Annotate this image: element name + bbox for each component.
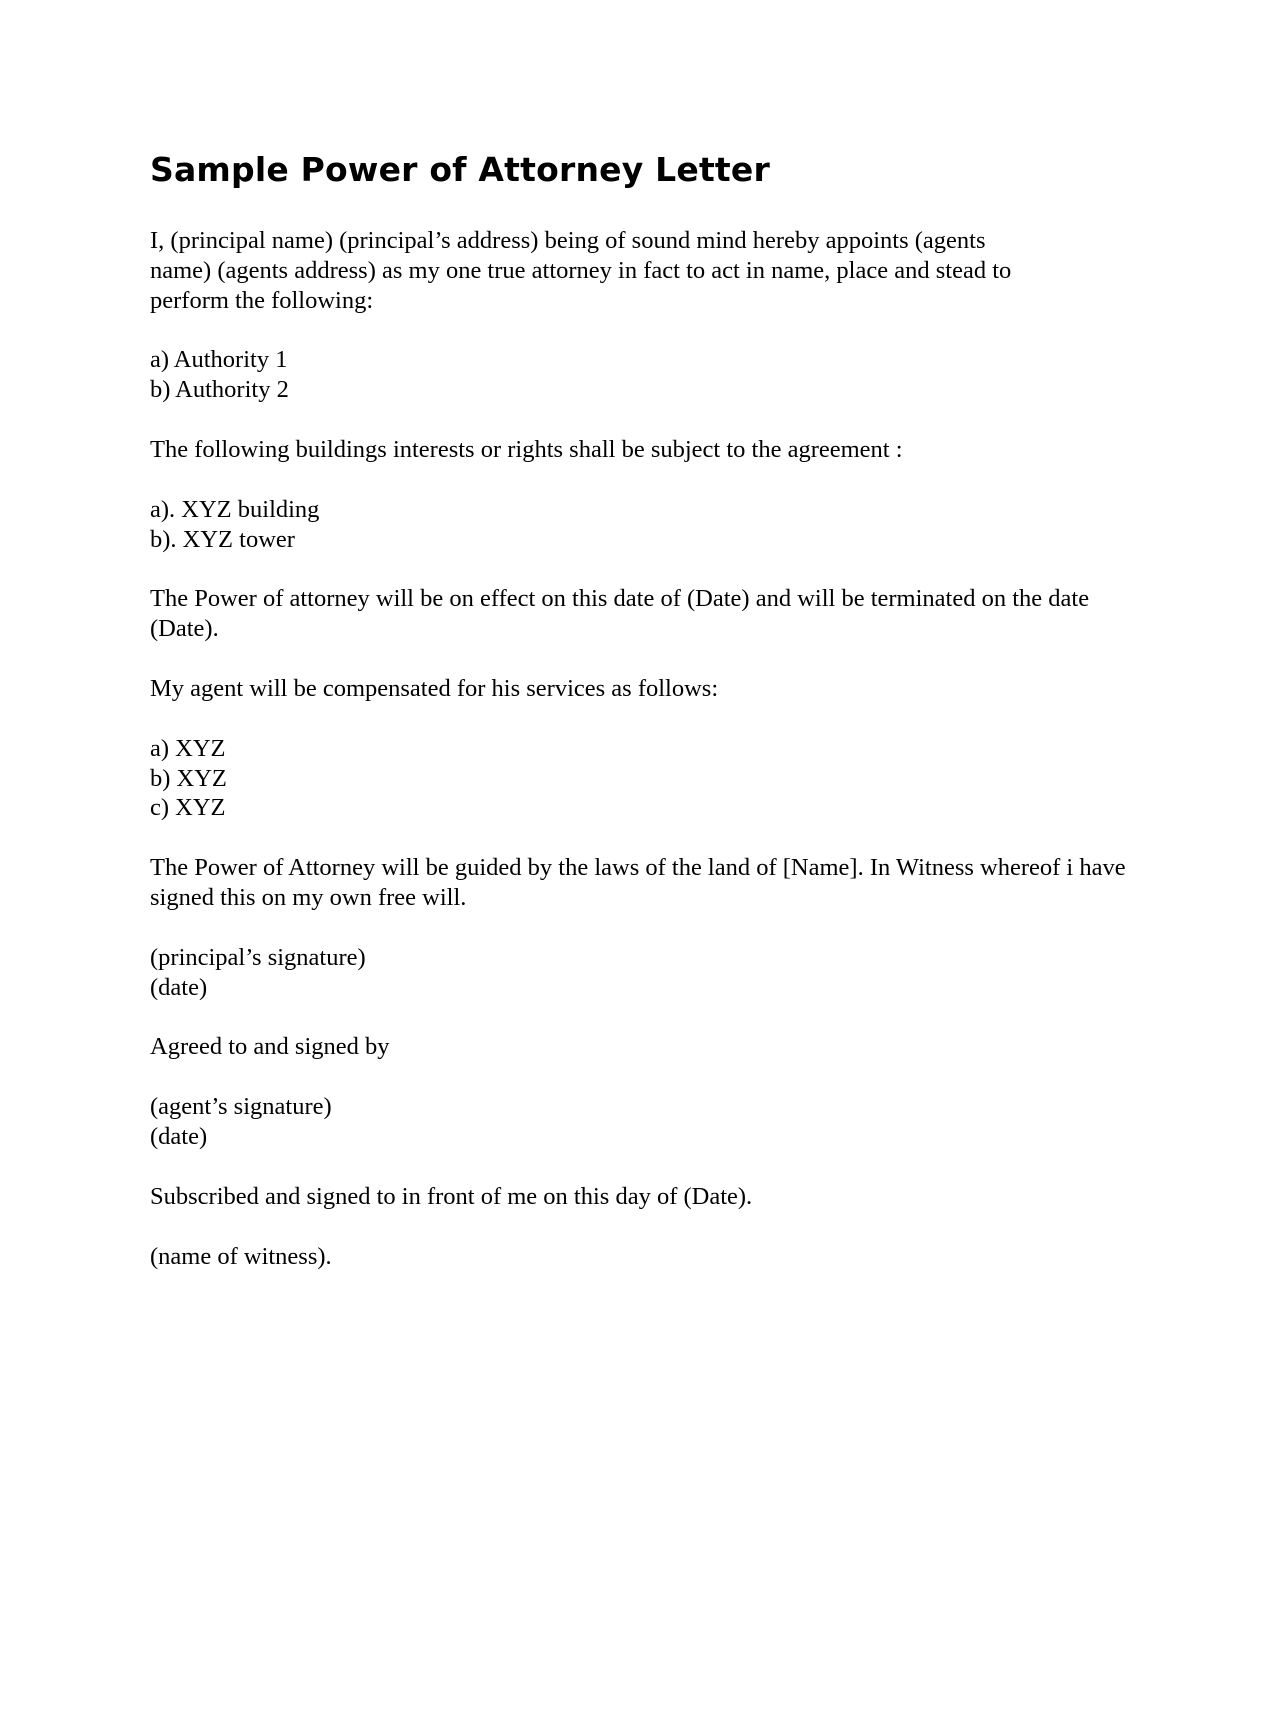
- principal-signature-block: [150, 943, 1140, 1003]
- compensation-list: [150, 734, 1140, 823]
- governing-law-paragraph: The Power of Attorney will be guided by the laws of the land of [Name]. In Witness whereof i have signed this on my own free will.: [150, 854, 1126, 911]
- subscribed-line: Subscribed and signed to in front of me on this day of (Date).: [150, 1182, 753, 1210]
- list-item: b). XYZ tower: [150, 525, 295, 553]
- effect-date-paragraph: The Power of attorney will be on effect on this date of (Date) and will be terminated on the date (Date).: [150, 585, 1090, 643]
- list-item: c) XYZ: [150, 794, 226, 822]
- agent-date: (date): [150, 1122, 208, 1150]
- witness-line: (name of witness).: [150, 1242, 332, 1270]
- agent-signature: (agent’s signature): [150, 1093, 332, 1121]
- buildings-list: [150, 495, 1140, 555]
- buildings-intro: The following buildings interests or rights shall be subject to the agreement :: [150, 435, 903, 463]
- list-item: a). XYZ building: [150, 495, 320, 523]
- agreed-line: Agreed to and signed by: [150, 1033, 390, 1061]
- list-item: a) XYZ: [150, 734, 226, 762]
- agent-signature-block: [150, 1092, 1140, 1152]
- principal-date: (date): [150, 973, 208, 1001]
- principal-signature: (principal’s signature): [150, 943, 366, 971]
- compensation-intro: My agent will be compensated for his services as follows:: [150, 674, 719, 702]
- list-item: b) Authority 2: [150, 376, 289, 404]
- document-content: [150, 150, 1140, 1271]
- document-title: Sample Power of Attorney Letter: [150, 150, 770, 189]
- list-item: b) XYZ: [150, 764, 227, 792]
- intro-paragraph: I, (principal name) (principal’s address) being of sound mind hereby appoints (agents name) (agents address) as my one true attorney in fact to act in name, place and stead to perform the following:: [150, 227, 1012, 314]
- authorities-list: [150, 345, 1140, 405]
- list-item: a) Authority 1: [150, 346, 288, 374]
